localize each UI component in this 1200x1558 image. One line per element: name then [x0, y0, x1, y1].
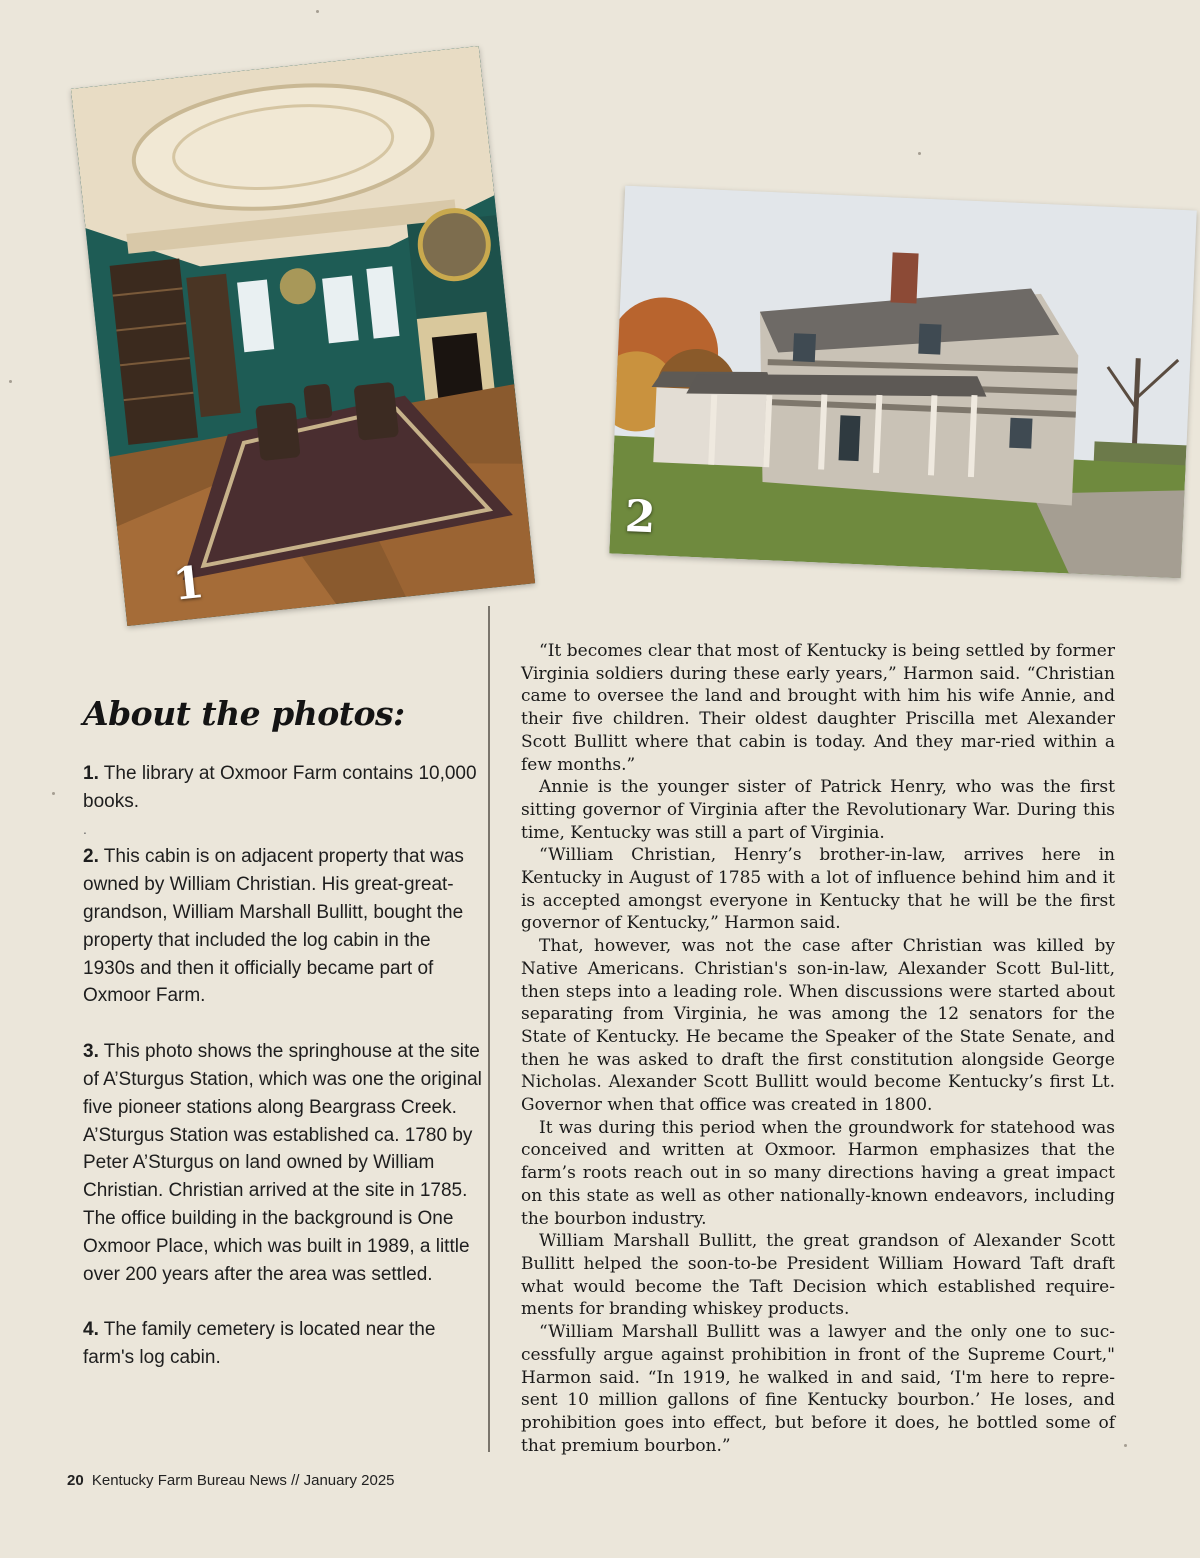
caption-1	[83, 760, 483, 816]
page-footer	[67, 1472, 395, 1489]
article-paragraph: That, however, was not the case after Christian was killed by Native Americans. Christian's son-in-law, Alexander Scott Bul-litt, then steps into a leading role. When discussions were started about separating from Virginia, he was among the 12 senators for the State of Kentucky. He became the Speaker of the State Senate, and then he was asked to draft the first constitution alongside George Nicholas. Alexander Scott Bullitt would become Kentucky’s first Lt. Governor when that office was created in 1800.	[521, 936, 1115, 1116]
paper-speck	[9, 380, 12, 383]
caption-3	[83, 1038, 483, 1288]
article-paragraph: “It becomes clear that most of Kentucky is being settled by former Virginia soldiers during these early years,” Harmon said. “Christian came to oversee the land and brought with him his wife Annie, and their five children. Their oldest daughter Priscilla met Alexander Scott Bullitt where that cabin is today. And they mar-ried within a few months.”	[521, 641, 1115, 775]
publication-line: Kentucky Farm Bureau News // January 2025	[91, 1472, 395, 1489]
paper-speck	[316, 10, 319, 13]
photo-number-2: 2	[623, 491, 657, 544]
caption-number: 1.	[83, 763, 99, 784]
caption-2	[83, 843, 483, 1010]
caption-number: 2.	[83, 846, 99, 868]
photo-captions	[83, 760, 483, 1372]
article-body	[521, 640, 1115, 1457]
library-illustration	[71, 46, 535, 626]
about-photos-heading: About the photos:	[83, 694, 405, 733]
column-divider	[488, 606, 490, 1452]
caption-gap	[83, 1288, 483, 1316]
caption-4	[83, 1316, 483, 1372]
stray-dot: .	[83, 820, 87, 837]
paper-speck	[918, 152, 921, 155]
caption-gap	[83, 1010, 483, 1038]
article-paragraph: “William Marshall Bullitt was a lawyer and the only one to suc-cessfully argue against prohibition in front of the Supreme Court," Harmon said. “In 1919, he walked in and said, ‘I'm here to repre-sent 10 million gallons of fine Kentucky bourbon.’ He loses, and prohibition goes into effect, but before it does, he bottled some of that premium bourbon.”	[521, 1322, 1115, 1456]
caption-number: 4.	[83, 1319, 99, 1341]
article-paragraph: William Marshall Bullitt, the great grandson of Alexander Scott Bullitt helped the soon-to-be President William Howard Taft draft what would become the Taft Decision which established require-ments for branding whiskey products.	[521, 1231, 1115, 1320]
photo-number-1: 1	[170, 556, 207, 611]
photo-log-cabin	[609, 186, 1197, 579]
paper-speck	[1124, 1444, 1127, 1447]
caption-text: The family cemetery is located near the farm's log cabin.	[83, 1319, 436, 1369]
caption-text: This photo shows the springhouse at the site of A’Sturgus Station, which was one the original five pioneer stations along Beargrass Creek. A’Sturgus Station was established ca. 1780 by Peter A’Sturgus on land owned by William Christian. Christian arrived at the site in 1785. The office building in the background is One Oxmoor Place, which was built in 1989, a little over 200 years after the area was settled.	[83, 1041, 482, 1285]
caption-text: The library at Oxmoor Farm contains 10,000 books.	[83, 763, 477, 812]
page-number: 20	[67, 1472, 84, 1489]
article-paragraph: Annie is the younger sister of Patrick Henry, who was the first sitting governor of Virginia after the Revolutionary War. During this time, Kentucky was still a part of Virginia.	[521, 777, 1115, 843]
cabin-illustration	[609, 186, 1197, 579]
photo-library	[71, 46, 535, 626]
caption-number: 3.	[83, 1041, 99, 1063]
article-paragraph: It was during this period when the groundwork for statehood was conceived and written at Oxmoor. Harmon emphasizes that the farm’s roots reach out in so many directions having a great impact on this state as well as other nationally-known endeavors, including the bourbon industry.	[521, 1117, 1115, 1229]
caption-text: This cabin is on adjacent property that was owned by William Christian. His great-great-grandson, William Marshall Bullitt, bought the property that included the log cabin in the 1930s and then it officially became part of Oxmoor Farm.	[83, 846, 464, 1007]
article-paragraph: “William Christian, Henry’s brother-in-law, arrives here in Kentucky in August of 1785 with a lot of influence behind him and it is accepted amongst everyone in Kentucky that he will be the first governor of Kentucky,” Harmon said.	[521, 845, 1115, 934]
paper-speck	[52, 792, 55, 795]
